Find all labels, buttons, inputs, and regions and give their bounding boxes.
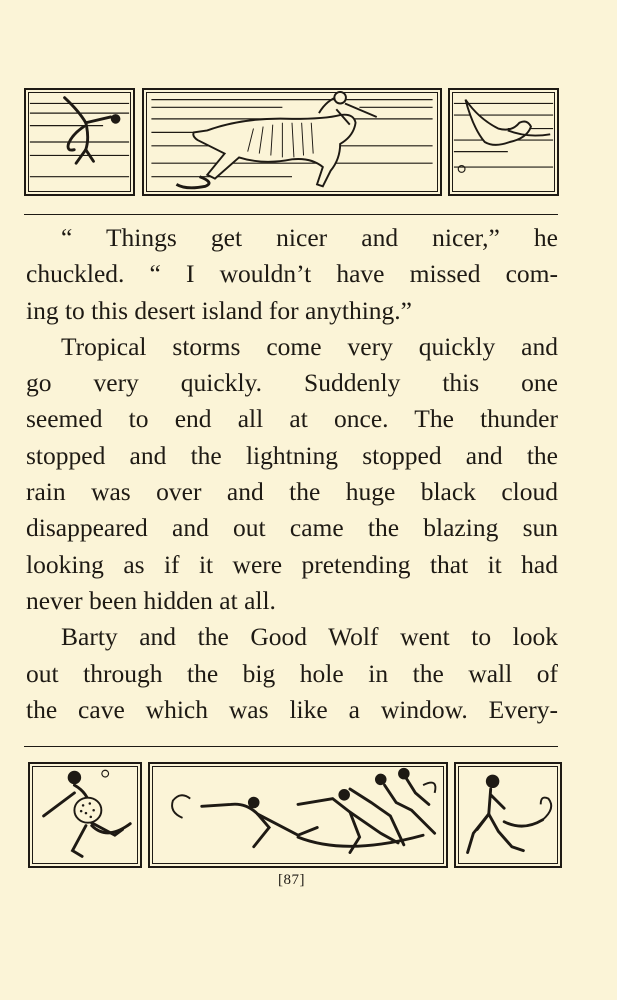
monkey-running-drawing <box>456 764 560 866</box>
illustration-bird-flying <box>448 88 559 196</box>
monkey-with-fruit-drawing <box>30 764 140 866</box>
text-line: out through the big hole in the wall of <box>26 658 558 688</box>
text-line: chuckled. “ I wouldn’t have missed com- <box>26 259 558 289</box>
illustration-monkey-holding-fruit <box>28 762 142 868</box>
page-number: [87] <box>278 872 305 888</box>
illustration-monkey-swinging <box>24 88 135 196</box>
text-line: stopped and the lightning stopped and the <box>26 440 558 470</box>
bird-flying-drawing <box>450 90 557 194</box>
top-divider <box>24 214 558 215</box>
text-line: disappeared and out came the blazing sun <box>26 513 558 543</box>
illustration-wolf-carrying-boy <box>142 88 442 196</box>
illustration-monkeys-chasing <box>148 762 448 868</box>
text-line: go very quickly. Suddenly this one <box>26 368 558 398</box>
text-line: rain was over and the huge black cloud <box>26 477 558 507</box>
text-line: the cave which was like a window. Every- <box>26 694 558 724</box>
paragraph-1 <box>26 220 558 329</box>
body-text <box>26 220 558 728</box>
top-illustration-band <box>24 88 559 196</box>
paragraph-3 <box>26 619 558 728</box>
text-line: never been hidden at all. <box>26 585 276 615</box>
monkey-swinging-drawing <box>26 90 133 194</box>
illustration-monkey-running <box>454 762 562 868</box>
monkeys-chasing-drawing <box>150 764 446 866</box>
text-line: Barty and the Good Wolf went to look <box>61 622 558 652</box>
text-line: ing to this desert island for anything.” <box>26 295 412 325</box>
text-line: seemed to end all at once. The thunder <box>26 404 558 434</box>
bottom-illustration-band <box>24 762 559 868</box>
text-line: looking as if it were pretending that it had <box>26 549 558 579</box>
text-line: “ Things get nicer and nicer,” he <box>61 223 558 252</box>
wolf-and-boy-drawing <box>144 90 440 194</box>
paragraph-2 <box>26 329 558 619</box>
bottom-divider <box>24 746 558 747</box>
text-line: Tropical storms come very quickly and <box>61 331 558 361</box>
